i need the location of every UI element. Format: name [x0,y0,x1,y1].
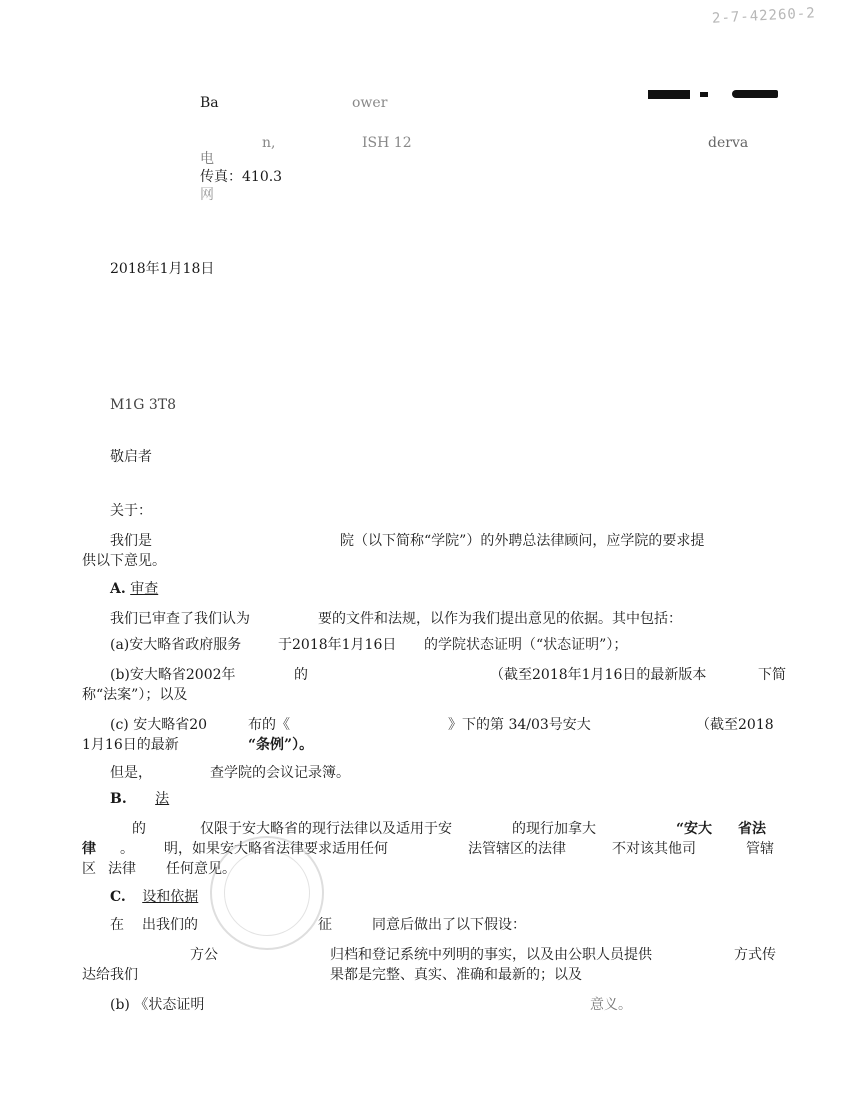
letterhead-line-2b: ISH 12 [362,135,412,151]
section-a-item-c-4: （截至2018 [696,717,774,733]
section-b-heading [110,790,169,808]
letterhead-line-2c: derva [708,135,749,151]
section-a-item-b-4: 下简 [758,667,786,683]
section-a-but-1: 但是， [110,765,152,781]
section-c-line1-a: 在 [110,917,124,933]
section-a-item-c-1: (c) 安大略省20 [110,717,208,733]
section-c-item-b-1: (b) 《状态证明 [110,997,205,1013]
section-b-line1-d: “安大 [676,821,713,837]
section-b-line1-b: 仅限于安大略省的现行法律以及适用于安 [200,821,452,837]
section-a-intro: 我们已审查了我们认为 [110,611,250,627]
section-c-line3-a: 达给我们 [82,967,138,983]
section-b-line2-d: 法管辖区的法律 [468,841,566,857]
intro-text-1: 我们是 [110,533,152,549]
section-b-line2-b: 。 [120,841,134,857]
section-b-line2-e: 不对该其他司 [612,841,696,857]
section-a-intro-b: 要的文件和法规，以作为我们提出意见的依据。其中包括： [318,611,682,627]
section-c-line2-a: 方公 [190,947,218,963]
section-a-item-c-3: 》下的第 34/03号安大 [448,717,591,733]
section-a-item-a-2: 于2018年1月16日 [278,637,397,653]
section-c-line1-b: 出我们的 [142,917,198,933]
section-c-line2-c: 方式传 [734,947,776,963]
section-b-line1-c: 的现行加拿大 [512,821,596,837]
section-a-letter: A. [110,581,126,597]
section-a-but-2: 查学院的会议记录簿。 [210,765,350,781]
section-b-title: 法 [155,791,170,807]
section-a-heading [110,580,158,598]
letterhead-line-1b: ower [352,95,388,111]
redaction-bar [648,90,690,99]
section-a-title: 审查 [130,581,159,597]
letter-date: 2018年1月18日 [110,261,215,277]
redaction-bar-small [700,92,708,97]
section-a-item-c-6: “条例”）。 [248,737,314,753]
section-a-item-c-5: 1月16日的最新 [82,737,179,753]
section-c-line2-b: 归档和登记系统中列明的事实，以及由公职人员提供 [330,947,652,963]
section-b-letter: B. [110,791,127,807]
section-b-line3-a: 区 [82,861,96,877]
section-a-item-c-2: 布的《 [248,717,290,733]
notary-stamp [210,836,324,950]
section-a-item-b-5: 称“法案”）；以及 [82,687,188,703]
section-a-item-a-3: 的学院状态证明（“状态证明”）； [424,637,628,653]
section-a-item-b-1: (b)安大略省2002年 [110,667,236,683]
letterhead-line-2a: n, [262,135,276,151]
letterhead-fax: 传真：410.3 [200,169,283,185]
redaction-bar-2 [732,90,778,98]
subject-label: 关于： [110,503,152,519]
section-b-line1-a: 的 [132,821,146,837]
section-c-line1-d: 同意后做出了以下假设： [372,917,526,933]
section-a-item-b-3: （截至2018年1月16日的最新版本 [490,667,707,683]
section-b-line2-a: 律 [82,841,96,857]
letterhead-line-1: Ba [200,95,219,111]
section-c-item-b-2: 意义。 [590,997,632,1013]
letterhead-web: 网 [200,187,214,203]
section-b-line2-f: 管辖 [746,841,774,857]
salutation: 敬启者 [110,449,152,465]
section-c-title: 设和依据 [142,889,199,905]
section-a-item-b-2: 的 [294,667,308,683]
section-a-item-a-1: (a)安大略省政府服务 [110,637,242,653]
section-c-line1-c: 征 [318,917,332,933]
section-b-line3-c: 任何意见。 [166,861,236,877]
section-c-letter: C. [110,889,126,905]
section-c-line3-b: 果都是完整、真实、准确和最新的；以及 [330,967,582,983]
section-b-line3-b: 法律 [108,861,136,877]
intro-text-2: 院（以下简称“学院”）的外聘总法律顾问，应学院的要求提 [340,533,705,549]
handwritten-reference: 2-7-42260-2 [711,5,817,27]
section-c-heading [110,888,198,906]
recipient-postal-code: M1G 3T8 [110,397,177,413]
letterhead-phone: 电 [200,151,214,167]
section-b-line2-c: 明，如果安大略省法律要求适用任何 [164,841,388,857]
section-b-line1-e: 省法 [738,821,766,837]
intro-text-3: 供以下意见。 [82,553,166,569]
